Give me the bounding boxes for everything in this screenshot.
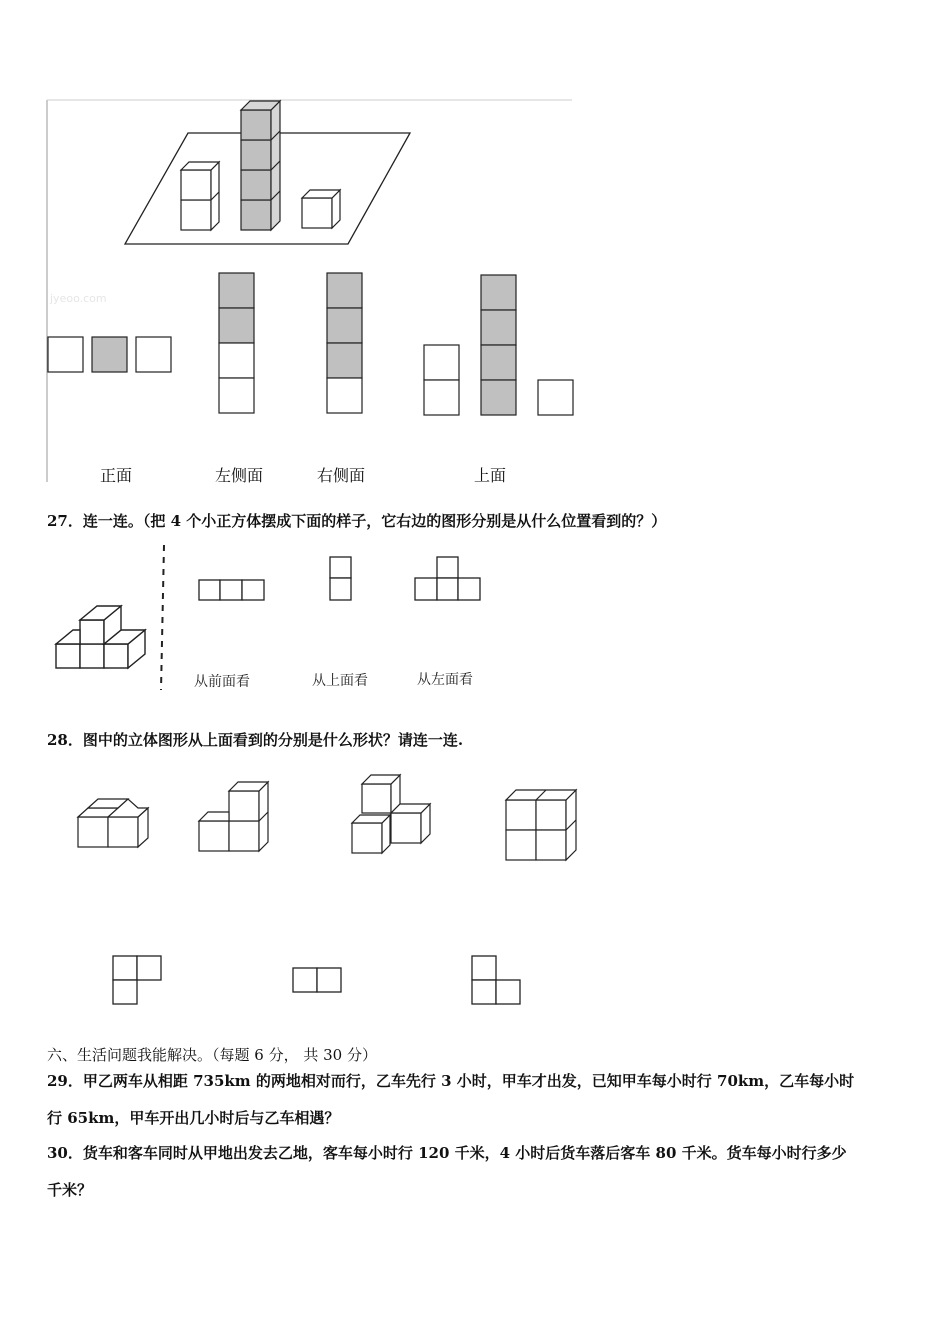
question-30-line-2: 千米？ bbox=[47, 1181, 93, 1199]
question-27-text: 27．连一连。（把 4 个小正方体摆成下面的样子，它右边的图形分别是从什么位置看到的？） bbox=[47, 512, 667, 530]
watermark: jyeoo.com bbox=[50, 292, 107, 305]
view-label-left-side: 左侧面 bbox=[215, 466, 264, 485]
question-30-line-1: 30．货车和客车同时从甲地出发去乙地，客车每小时行 120 千米，4 小时后货车落后客车 80 千米。货车每小时行多少 bbox=[47, 1144, 847, 1162]
question-29-line-2: 行 65km，甲车开出几小时后与乙车相遇？ bbox=[47, 1109, 340, 1127]
q27-label-front: 从前面看 bbox=[194, 674, 250, 690]
question-28-text: 28．图中的立体图形从上面看到的分别是什么形状？请连一连. bbox=[47, 731, 464, 749]
q28-top-view-2 bbox=[293, 968, 341, 992]
q28-solid-1 bbox=[78, 799, 148, 847]
view-label-right-side: 右侧面 bbox=[317, 466, 366, 485]
view-label-top: 上面 bbox=[474, 466, 507, 485]
q28-top-view-1 bbox=[113, 956, 161, 1004]
q27-label-left: 从左面看 bbox=[417, 672, 473, 688]
q28-top-view-3 bbox=[472, 956, 520, 1004]
q28-solid-4 bbox=[506, 790, 576, 860]
view-label-front: 正面 bbox=[100, 466, 133, 485]
q27-label-top: 从上面看 bbox=[312, 673, 368, 689]
section-6-heading: 六、生活问题我能解决。（每题 6 分， 共 30 分） bbox=[47, 1046, 377, 1064]
q28-solid-2 bbox=[199, 782, 268, 851]
q28-solid-3 bbox=[352, 775, 430, 853]
question-29-line-1: 29．甲乙两车从相距 735km 的两地相对而行，乙车先行 3 小时，甲车才出发，已知甲车每小时行 70km，乙车每小时 bbox=[47, 1072, 855, 1090]
